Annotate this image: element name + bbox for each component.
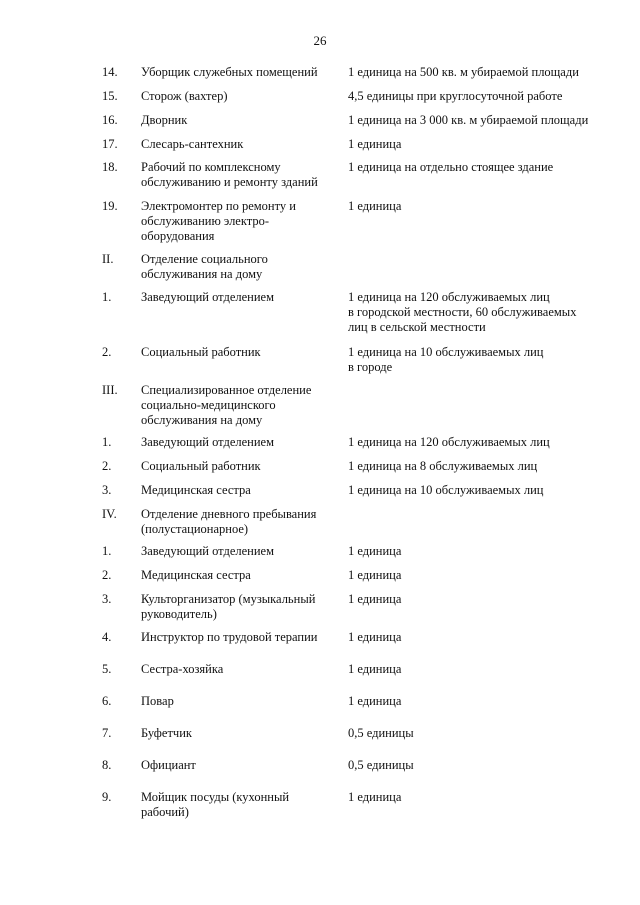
- position-name: [141, 89, 341, 104]
- row-number: 15.: [102, 89, 118, 103]
- position-name: [141, 694, 341, 709]
- staffing-norm-line: 1 единица: [348, 592, 402, 606]
- position-name: [141, 113, 341, 128]
- position-name: [141, 507, 341, 537]
- staffing-norm-line: 1 единица: [348, 790, 402, 804]
- position-name-line: Электромонтер по ремонту и: [141, 199, 296, 213]
- position-name: [141, 483, 341, 498]
- position-name-line: Специализированное отделение: [141, 383, 312, 397]
- position-name-line: Социальный работник: [141, 345, 261, 359]
- position-name-line: Инструктор по трудовой терапии: [141, 630, 318, 644]
- staffing-norm-line: 1 единица: [348, 137, 402, 151]
- position-name-line: обслуживанию и ремонту зданий: [141, 175, 318, 189]
- position-name: [141, 630, 341, 645]
- row-number: II.: [102, 252, 114, 266]
- row-number: 14.: [102, 65, 118, 79]
- position-name-line: (полустационарное): [141, 522, 249, 536]
- staffing-norm-line: 1 единица на 500 кв. м убираемой площади: [348, 65, 579, 79]
- position-name-line: обслуживания на дому: [141, 413, 263, 427]
- staffing-norm: [348, 290, 608, 335]
- staffing-norm: [348, 89, 608, 104]
- staffing-norm-line: 1 единица: [348, 199, 402, 213]
- position-name-line: социально-медицинского: [141, 398, 276, 412]
- staffing-norm: [348, 726, 608, 741]
- staffing-norm: [348, 568, 608, 583]
- position-name-line: Слесарь-сантехник: [141, 137, 244, 151]
- position-name: [141, 65, 341, 80]
- position-name: [141, 345, 341, 360]
- position-name-line: Заведующий отделением: [141, 544, 275, 558]
- position-name: [141, 592, 341, 622]
- staffing-norm-line: в городской местности, 60 обслуживаемых: [348, 305, 577, 319]
- position-name: [141, 383, 341, 428]
- row-number: 17.: [102, 137, 118, 151]
- position-name-line: оборудования: [141, 229, 215, 243]
- position-name-line: Медицинская сестра: [141, 568, 251, 582]
- position-name: [141, 459, 341, 474]
- staffing-norm-line: 1 единица на 120 обслуживаемых лиц: [348, 290, 550, 304]
- staffing-norm-line: 1 единица: [348, 568, 402, 582]
- staffing-norm-line: 1 единица на отдельно стоящее здание: [348, 160, 554, 174]
- staffing-norm-line: 1 единица на 10 обслуживаемых лиц: [348, 483, 544, 497]
- staffing-norm: [348, 137, 608, 152]
- position-name-line: Заведующий отделением: [141, 435, 275, 449]
- staffing-norm-line: 4,5 единицы при круглосуточной работе: [348, 89, 563, 103]
- row-number: 16.: [102, 113, 118, 127]
- staffing-norm: [348, 630, 608, 645]
- row-number: IV.: [102, 507, 117, 521]
- staffing-norm-line: 1 единица на 8 обслуживаемых лиц: [348, 459, 538, 473]
- position-name: [141, 544, 341, 559]
- staffing-norm-line: 1 единица: [348, 630, 402, 644]
- row-number: III.: [102, 383, 118, 397]
- position-name-line: Отделение социального: [141, 252, 268, 266]
- staffing-norm-line: 1 единица: [348, 544, 402, 558]
- position-name-line: Заведующий отделением: [141, 290, 275, 304]
- position-name-line: Повар: [141, 694, 174, 708]
- position-name-line: Отделение дневного пребывания: [141, 507, 317, 521]
- position-name: [141, 137, 341, 152]
- position-name-line: Официант: [141, 758, 196, 772]
- staffing-norm: [348, 544, 608, 559]
- position-name-line: Медицинская сестра: [141, 483, 251, 497]
- staffing-norm: [348, 592, 608, 607]
- row-number: 8.: [102, 758, 112, 772]
- position-name-line: обслуживания на дому: [141, 267, 263, 281]
- staffing-norm-line: 1 единица: [348, 662, 402, 676]
- position-name: [141, 290, 341, 305]
- staffing-norm: [348, 435, 608, 450]
- row-number: 9.: [102, 790, 112, 804]
- staffing-norm: [348, 758, 608, 773]
- position-name: [141, 568, 341, 583]
- position-name-line: Сестра-хозяйка: [141, 662, 224, 676]
- position-name-line: рабочий): [141, 805, 189, 819]
- position-name-line: Сторож (вахтер): [141, 89, 228, 103]
- staffing-norm: [348, 694, 608, 709]
- staffing-norm: [348, 483, 608, 498]
- row-number: 2.: [102, 345, 112, 359]
- staffing-norm: [348, 662, 608, 677]
- staffing-norm-line: 1 единица: [348, 694, 402, 708]
- row-number: 2.: [102, 459, 112, 473]
- staffing-norm: [348, 160, 608, 175]
- position-name: [141, 726, 341, 741]
- row-number: 4.: [102, 630, 112, 644]
- row-number: 1.: [102, 544, 112, 558]
- position-name-line: обслуживанию электро-: [141, 214, 270, 228]
- staffing-norm-line: в городе: [348, 360, 393, 374]
- position-name: [141, 435, 341, 450]
- staffing-norm: [348, 790, 608, 805]
- row-number: 1.: [102, 435, 112, 449]
- row-number: 3.: [102, 592, 112, 606]
- staffing-norm: [348, 459, 608, 474]
- position-name-line: Культорганизатор (музыкальный: [141, 592, 316, 606]
- staffing-norm: [348, 113, 608, 128]
- position-name: [141, 199, 341, 244]
- position-name-line: Рабочий по комплексному: [141, 160, 281, 174]
- position-name-line: Мойщик посуды (кухонный: [141, 790, 290, 804]
- position-name: [141, 758, 341, 773]
- row-number: 1.: [102, 290, 112, 304]
- position-name-line: Социальный работник: [141, 459, 261, 473]
- row-number: 7.: [102, 726, 112, 740]
- row-number: 19.: [102, 199, 118, 213]
- position-name-line: Уборщик служебных помещений: [141, 65, 318, 79]
- position-name: [141, 252, 341, 282]
- position-name: [141, 662, 341, 677]
- row-number: 6.: [102, 694, 112, 708]
- staffing-norm-line: 1 единица на 10 обслуживаемых лиц: [348, 345, 544, 359]
- row-number: 2.: [102, 568, 112, 582]
- staffing-norm-line: лиц в сельской местности: [348, 320, 486, 334]
- position-name: [141, 160, 341, 190]
- position-name: [141, 790, 341, 820]
- staffing-norm-line: 1 единица на 120 обслуживаемых лиц: [348, 435, 550, 449]
- position-name-line: Буфетчик: [141, 726, 192, 740]
- page-number: 26: [313, 33, 327, 48]
- row-number: 18.: [102, 160, 118, 174]
- staffing-norm-line: 1 единица на 3 000 кв. м убираемой площади: [348, 113, 589, 127]
- staffing-norm: [348, 65, 608, 80]
- staffing-norm-line: 0,5 единицы: [348, 758, 414, 772]
- staffing-norm-line: 0,5 единицы: [348, 726, 414, 740]
- staffing-norm: [348, 345, 608, 375]
- staffing-norm: [348, 199, 608, 214]
- position-name-line: руководитель): [141, 607, 217, 621]
- row-number: 5.: [102, 662, 112, 676]
- position-name-line: Дворник: [141, 113, 188, 127]
- row-number: 3.: [102, 483, 112, 497]
